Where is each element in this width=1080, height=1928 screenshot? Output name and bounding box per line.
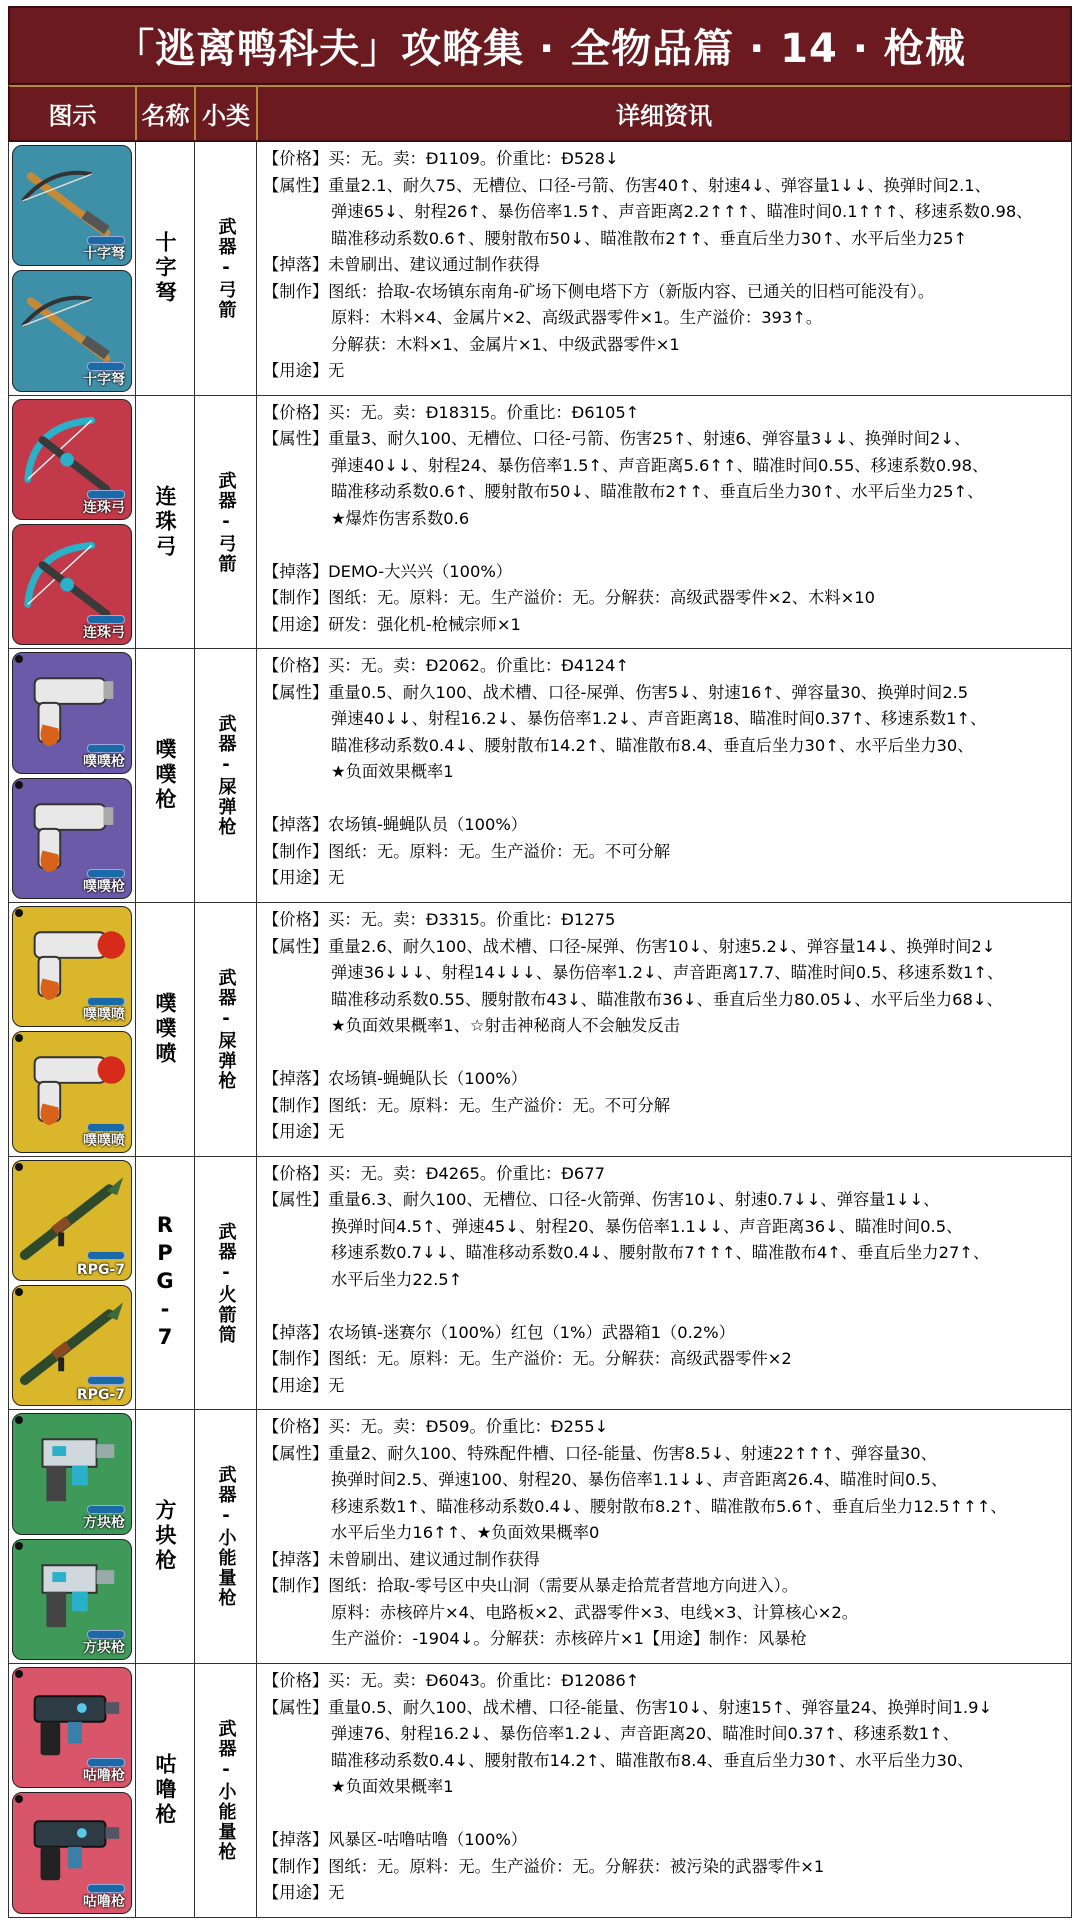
- item-table: [8, 142, 1072, 1918]
- table-row: [8, 1157, 1072, 1411]
- detail-line: 【掉落】未曾刷出、建议通过制作获得: [263, 1549, 540, 1569]
- gulu-gun-icon: [12, 1792, 132, 1913]
- table-row: [8, 396, 1072, 650]
- detail-line: 【用途】无: [263, 868, 345, 888]
- icon-label: 咕噜枪: [83, 1893, 125, 1910]
- icon-label: 十字弩: [83, 371, 125, 388]
- item-icons: [9, 1664, 136, 1917]
- crossbow-icon: [12, 270, 132, 391]
- detail-line: 【用途】研发：强化机-枪械宗师×1: [263, 614, 521, 634]
- detail-line: 弹速40↓↓、射程24、暴伤倍率1.5↑、声音距离5.6↑↑、瞄准时间0.55、移速系数0.98、: [331, 455, 989, 475]
- item-category: 武器-弓箭: [215, 216, 237, 320]
- detail-line: 【掉落】农场镇-蝇蝇队员（100%）: [263, 815, 528, 835]
- item-detail: [257, 142, 1071, 395]
- icon-label: 咕噜枪: [83, 1768, 125, 1785]
- item-name: 连珠弓: [153, 484, 177, 560]
- item-name-cell: [136, 903, 195, 1156]
- item-name-cell: [136, 1157, 195, 1410]
- detail-line: 【属性】重量0.5、耐久100、战术槽、口径-能量、伤害10↓、射速15↑、弹容量24、换弹时间1.9↓: [263, 1697, 993, 1717]
- detail-line: 【属性】重量3、耐久100、无槽位、口径-弓箭、伤害25↑、射速6、弹容量3↓↓、换弹时间2↓、: [263, 429, 971, 449]
- item-name-cell: [136, 1664, 195, 1917]
- item-name-cell: [136, 1410, 195, 1663]
- item-category-cell: [195, 1410, 257, 1663]
- detail-line: 生产溢价：-1904↓。分解获：赤核碎片×1【用途】制作：风暴枪: [331, 1629, 807, 1649]
- poop-gun-icon: [12, 652, 132, 773]
- detail-line: 【掉落】农场镇-蝇蝇队长（100%）: [263, 1069, 528, 1089]
- blank-line: [263, 1040, 1065, 1067]
- item-name: 咕噜枪: [153, 1752, 177, 1828]
- item-category: 武器-屎弹枪: [215, 714, 237, 838]
- item-category-cell: [195, 1157, 257, 1410]
- table-header: [8, 85, 1072, 142]
- detail-line: 【制作】图纸：无。原料：无。生产溢价：无。不可分解: [263, 1095, 671, 1115]
- repeating-bow-icon: [12, 524, 132, 645]
- detail-line: 水平后坐力22.5↑: [331, 1269, 463, 1289]
- detail-line: 移速系数0.7↓↓、瞄准移动系数0.4↓、腰射散布7↑↑↑、瞄准散布4↑、垂直后坐力27↑、: [331, 1243, 990, 1263]
- item-category-cell: [195, 903, 257, 1156]
- blank-line: [263, 1293, 1065, 1320]
- detail-line: 弹速36↓↓↓、射程14↓↓↓、暴伤倍率1.2↓、声音距离17.7、瞄准时间0.5、移速系数1↑、: [331, 963, 1004, 983]
- table-row: [8, 649, 1072, 903]
- item-icons: [9, 142, 136, 395]
- table-row: [8, 903, 1072, 1157]
- icon-label: 连珠弓: [83, 625, 125, 642]
- header-detail: 详细资讯: [616, 102, 712, 130]
- detail-line: 【属性】重量2.6、耐久100、战术槽、口径-屎弹、伤害10↓、射速5.2↓、弹容量14↓、换弹时间2↓: [263, 936, 996, 956]
- item-name: 十字弩: [153, 230, 177, 306]
- detail-line: 【掉落】农场镇-迷赛尔（100%）红包（1%）武器箱1（0.2%）: [263, 1322, 735, 1342]
- detail-line: 【价格】买：无。卖：Đ4265。价重比：Đ677: [263, 1163, 605, 1183]
- icon-label: 噗噗枪: [83, 879, 125, 896]
- detail-line: 【掉落】风暴区-咕噜咕噜（100%）: [263, 1830, 528, 1850]
- item-name-cell: [136, 142, 195, 395]
- gulu-gun-icon: [12, 1667, 132, 1788]
- blank-line: [263, 1801, 1065, 1828]
- blank-line: [263, 532, 1065, 559]
- item-icons: [9, 903, 136, 1156]
- blank-line: [263, 786, 1065, 813]
- detail-line: 【价格】买：无。卖：Đ1109。价重比：Đ528↓: [263, 149, 619, 168]
- item-category-cell: [195, 1664, 257, 1917]
- detail-line: 【掉落】DEMO-大兴兴（100%）: [263, 561, 513, 581]
- detail-line: 【价格】买：无。卖：Đ6043。价重比：Đ12086↑: [263, 1671, 640, 1691]
- detail-line: 瞄准移动系数0.6↑、腰射散布50↓、瞄准散布2↑↑、垂直后坐力30↑、水平后坐力25↑、: [331, 482, 984, 502]
- icon-label: 十字弩: [83, 246, 125, 263]
- icon-label: 噗噗枪: [83, 753, 125, 770]
- detail-line: 【价格】买：无。卖：Đ18315。价重比：Đ6105↑: [263, 402, 640, 422]
- icon-label: 方块枪: [83, 1640, 125, 1657]
- rocket-launcher-icon: [12, 1160, 132, 1281]
- detail-line: 【用途】无: [263, 361, 345, 380]
- repeating-bow-icon: [12, 399, 132, 520]
- icon-label: 噗噗喷: [83, 1132, 125, 1149]
- header-icon: 图示: [10, 87, 137, 140]
- detail-line: 瞄准移动系数0.6↑、腰射散布50↓、瞄准散布2↑↑、垂直后坐力30↑、水平后坐力25↑: [331, 228, 968, 248]
- detail-line: 【制作】图纸：拾取-农场镇东南角-矿场下侧电塔下方（新版内容、已通关的旧档可能没有）。: [263, 281, 935, 301]
- item-detail: [257, 649, 1071, 902]
- icon-label: RPG-7: [76, 1262, 125, 1279]
- detail-line: 【制作】图纸：无。原料：无。生产溢价：无。分解获：被污染的武器零件×1: [263, 1856, 825, 1876]
- rocket-launcher-icon: [12, 1285, 132, 1406]
- detail-line: 【属性】重量2、耐久100、特殊配件槽、口径-能量、伤害8.5↓、射速22↑↑↑、弹容量30、: [263, 1443, 937, 1463]
- item-category-cell: [195, 396, 257, 649]
- detail-line: 【制作】图纸：无。原料：无。生产溢价：无。分解获：高级武器零件×2、木料×10: [263, 588, 875, 608]
- detail-line: 分解获：木料×1、金属片×1、中级武器零件×1: [331, 334, 680, 354]
- detail-line: 移速系数1↑、瞄准移动系数0.4↓、腰射散布8.2↑、瞄准散布5.6↑、垂直后坐力12.5↑↑↑、: [331, 1496, 1007, 1516]
- detail-line: 【价格】买：无。卖：Đ509。价重比：Đ255↓: [263, 1417, 609, 1437]
- detail-line: ★负面效果概率1: [331, 762, 454, 782]
- item-detail: [257, 1157, 1071, 1410]
- detail-line: 【属性】重量2.1、耐久75、无槽位、口径-弓箭、伤害40↑、射速4↓、弹容量1↓↓、换弹时间2.1、: [263, 175, 991, 195]
- detail-line: 【用途】无: [263, 1375, 345, 1395]
- item-icons: [9, 1410, 136, 1663]
- detail-line: 换弹时间2.5、弹速100、射程20、暴伤倍率1.1↓↓、声音距离26.4、瞄准时间0.5、: [331, 1470, 948, 1490]
- detail-line: 瞄准移动系数0.4↓、腰射散布14.2↑、瞄准散布8.4、垂直后坐力30↑、水平后坐力30、: [331, 735, 974, 755]
- detail-line: 原料：赤核碎片×4、电路板×2、武器零件×3、电线×3、计算核心×2。: [331, 1602, 859, 1622]
- detail-line: 【掉落】未曾刷出、建议通过制作获得: [263, 255, 540, 274]
- item-category-cell: [195, 649, 257, 902]
- header-name: 名称: [137, 87, 196, 140]
- detail-line: 【价格】买：无。卖：Đ3315。价重比：Đ1275: [263, 910, 616, 930]
- detail-line: 【制作】图纸：无。原料：无。生产溢价：无。分解获：高级武器零件×2: [263, 1349, 792, 1369]
- detail-line: ★爆炸伤害系数0.6: [331, 508, 470, 528]
- item-icons: [9, 396, 136, 649]
- poop-gun-icon: [12, 778, 132, 899]
- detail-line: 【价格】买：无。卖：Đ2062。价重比：Đ4124↑: [263, 656, 629, 676]
- detail-line: 【用途】无: [263, 1883, 345, 1903]
- item-name: 方块枪: [153, 1499, 177, 1575]
- item-name-cell: [136, 396, 195, 649]
- detail-line: 【属性】重量0.5、耐久100、战术槽、口径-屎弹、伤害5↓、射速16↑、弹容量30、换弹时间2.5: [263, 682, 969, 702]
- poop-sprayer-icon: [12, 1031, 132, 1152]
- item-name: 噗噗喷: [153, 991, 177, 1067]
- item-category: 武器-火箭筒: [215, 1221, 237, 1345]
- table-row: [8, 1410, 1072, 1664]
- detail-line: 换弹时间4.5↑、弹速45↓、射程20、暴伤倍率1.1↓↓、声音距离36↓、瞄准时间0.5、: [331, 1216, 963, 1236]
- detail-line: 弹速40↓↓、射程16.2↓、暴伤倍率1.2↓、声音距离18、瞄准时间0.37↑、移速系数1↑、: [331, 709, 987, 729]
- detail-line: ★负面效果概率1: [331, 1777, 454, 1797]
- detail-line: 原料：木料×4、金属片×2、高级武器零件×1。生产溢价：393↑。: [331, 308, 823, 327]
- icon-label: 方块枪: [83, 1514, 125, 1531]
- item-detail: [257, 396, 1071, 649]
- item-category: 武器-小能量枪: [215, 1465, 237, 1609]
- detail-line: 弹速76、射程16.2↓、暴伤倍率1.2↓、声音距离20、瞄准时间0.37↑、移速系数1↑、: [331, 1724, 960, 1744]
- detail-line: 【属性】重量6.3、耐久100、无槽位、口径-火箭弹、伤害10↓、射速0.7↓↓、弹容量1↓↓、: [263, 1190, 940, 1210]
- item-category: 武器-小能量枪: [215, 1718, 237, 1862]
- item-category: 武器-弓箭: [215, 470, 237, 574]
- detail-line: ★负面效果概率1、☆射击神秘商人不会触发反击: [331, 1016, 680, 1036]
- item-name: RPG-7: [153, 1213, 177, 1354]
- poop-sprayer-icon: [12, 906, 132, 1027]
- icon-label: 噗噗喷: [83, 1007, 125, 1024]
- detail-line: 【用途】无: [263, 1122, 345, 1142]
- item-detail: [257, 903, 1071, 1156]
- page-title: 「逃离鸭科夫」攻略集 · 全物品篇 · 14 · 枪械: [8, 6, 1072, 85]
- item-detail: [257, 1664, 1071, 1917]
- icon-label: RPG-7: [76, 1387, 125, 1404]
- item-category-cell: [195, 142, 257, 395]
- item-name-cell: [136, 649, 195, 902]
- header-category: 小类: [196, 87, 258, 140]
- detail-line: 瞄准移动系数0.4↓、腰射散布14.2↑、瞄准散布8.4、垂直后坐力30↑、水平后坐力30、: [331, 1750, 974, 1770]
- detail-line: 【制作】图纸：拾取-零号区中央山洞（需要从暴走拾荒者营地方向进入）。: [263, 1576, 799, 1596]
- block-gun-icon: [12, 1539, 132, 1660]
- detail-line: 弹速65↓、射程26↑、暴伤倍率1.5↑、声音距离2.2↑↑↑、瞄准时间0.1↑↑↑、移速系数0.98、: [331, 202, 1033, 221]
- table-row: [8, 1664, 1072, 1918]
- item-name: 噗噗枪: [153, 738, 177, 814]
- item-category: 武器-屎弹枪: [215, 967, 237, 1091]
- item-detail: [257, 1410, 1071, 1663]
- block-gun-icon: [12, 1413, 132, 1534]
- item-icons: [9, 1157, 136, 1410]
- crossbow-icon: [12, 145, 132, 266]
- detail-line: 瞄准移动系数0.55、腰射散布43↓、瞄准散布36↓、垂直后坐力80.05↓、水平后坐力68↓、: [331, 989, 1003, 1009]
- detail-line: 水平后坐力16↑↑、★负面效果概率0: [331, 1523, 600, 1543]
- detail-line: 【制作】图纸：无。原料：无。生产溢价：无。不可分解: [263, 841, 671, 861]
- icon-label: 连珠弓: [83, 500, 125, 517]
- table-row: [8, 142, 1072, 396]
- item-icons: [9, 649, 136, 902]
